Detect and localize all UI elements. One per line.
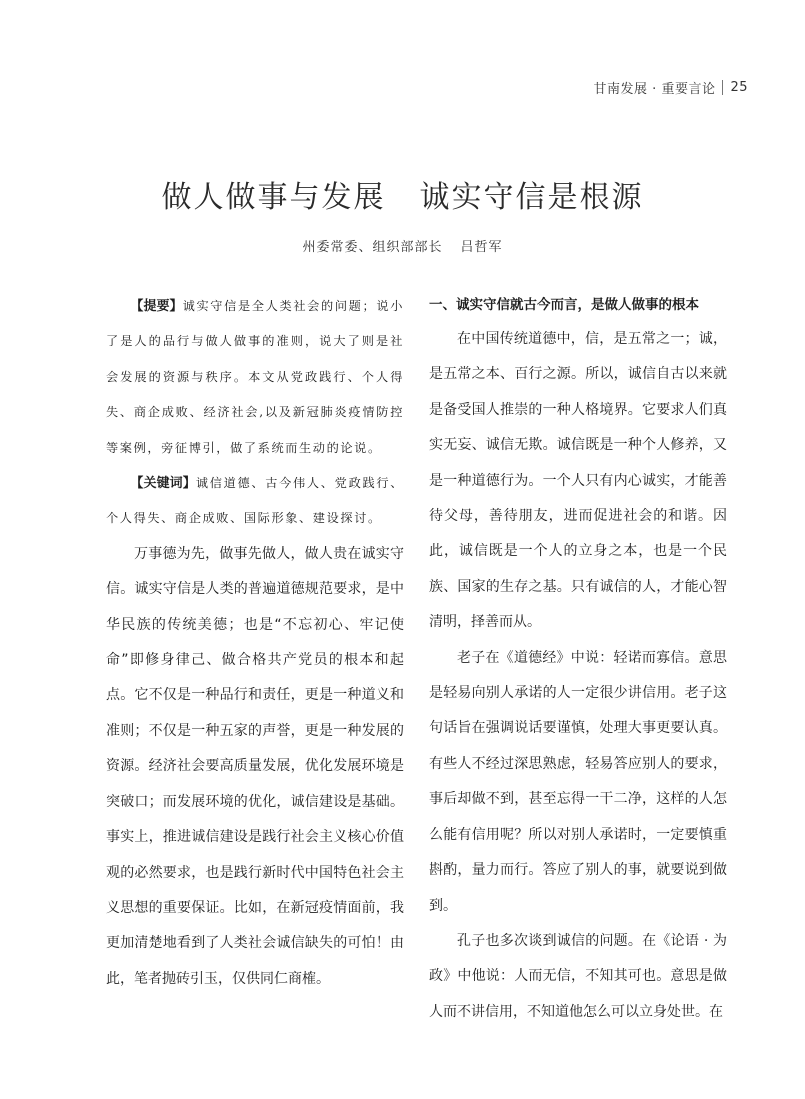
right-column	[429, 289, 727, 1030]
article-title	[0, 172, 805, 216]
body-paragraph: 老子在《道德经》中说：轻诺而寡信。意思是轻易向别人承诺的人一定很少讲信用。老子这句话旨在强调说话要谨慎，处理大事更要认真。有些人不经过深思熟虑，轻易答应别人的要求，事后却做不到，甚至忘得一干二净，这样的人怎么能有信用呢？所以对别人承诺时，一定要慎重斟酌，量力而行。答应了别人的事，就要说到做到。	[429, 649, 727, 914]
abstract-paragraph	[106, 289, 404, 466]
author-byline	[0, 236, 805, 255]
article-title-part2: 诚实守信是根源	[419, 180, 644, 215]
running-header-section: 甘南发展 · 重要言论	[593, 82, 716, 97]
abstract-text: 诚实守信是全人类社会的问题；说小了是人的品行与做人做事的准则，说大了则是社会发展的资源与秩序。本文从党政践行、个人得失、商企成败、经济社会,以及新冠肺炎疫情防控等案例，旁征博引，做了系统而生动的论说。	[106, 299, 404, 455]
left-column	[106, 289, 404, 997]
running-header	[594, 78, 748, 97]
section-heading: 一、诚实守信就古今而言，是做人做事的根本	[429, 297, 699, 313]
body-paragraph: 万事德为先，做事先做人，做人贵在诚实守信。诚实守信是人类的普遍道德规范要求，是中华民族的传统美德；也是“不忘初心、牢记使命”即修身律己、做合格共产党员的根本和起点。它不仅是一种品行和责任，更是一种道义和准则；不仅是一种五家的声誉，更是一种发展的资源。经济社会要高质量发展，优化发展环境是突破口；而发展环境的优化，诚信建设是基础。事实上，推进诚信建设是践行社会主义核心价值观的必然要求，也是践行新时代中国特色社会主义思想的重要保证。比如，在新冠疫情面前，我更加清楚地看到了人类社会诚信缺失的可怕！由此，笔者抛砖引玉，仅供同仁商榷。	[106, 545, 404, 987]
body-paragraph: 在中国传统道德中，信，是五常之一；诚，是五常之本、百行之源。所以，诚信自古以来就是备受国人推崇的一种人格境界。它要求人们真实无妄、诚信无欺。诚信既是一种个人修养，又是一种道德行为。一个人只有内心诚实，才能善待父母，善待朋友，进而促进社会的和谐。因此，诚信既是一个人的立身之本，也是一个民族、国家的生存之基。只有诚信的人，才能心智清明，择善而从。	[429, 331, 727, 631]
abstract-tag: 【提要】	[130, 299, 183, 314]
keywords-tag: 【关键词】	[130, 476, 196, 492]
abstract-block	[106, 289, 404, 537]
author-name: 吕哲军	[460, 240, 503, 255]
header-divider	[722, 80, 723, 95]
article-title-part1: 做人做事与发展	[161, 180, 386, 215]
page-number: 25	[730, 80, 748, 95]
keywords-text: 诚信道德、古今伟人、党政践行、个人得失、商企成败、国际形象、建设探讨。	[106, 476, 404, 526]
author-position: 州委常委、组织部部长	[302, 240, 443, 255]
body-paragraph: 孔子也多次谈到诚信的问题。在《论语 · 为政》中他说：人而无信，不知其可也。意思是做人而不讲信用，不知道他怎么可以立身处世。在	[429, 932, 727, 1020]
keywords-paragraph	[106, 466, 404, 537]
